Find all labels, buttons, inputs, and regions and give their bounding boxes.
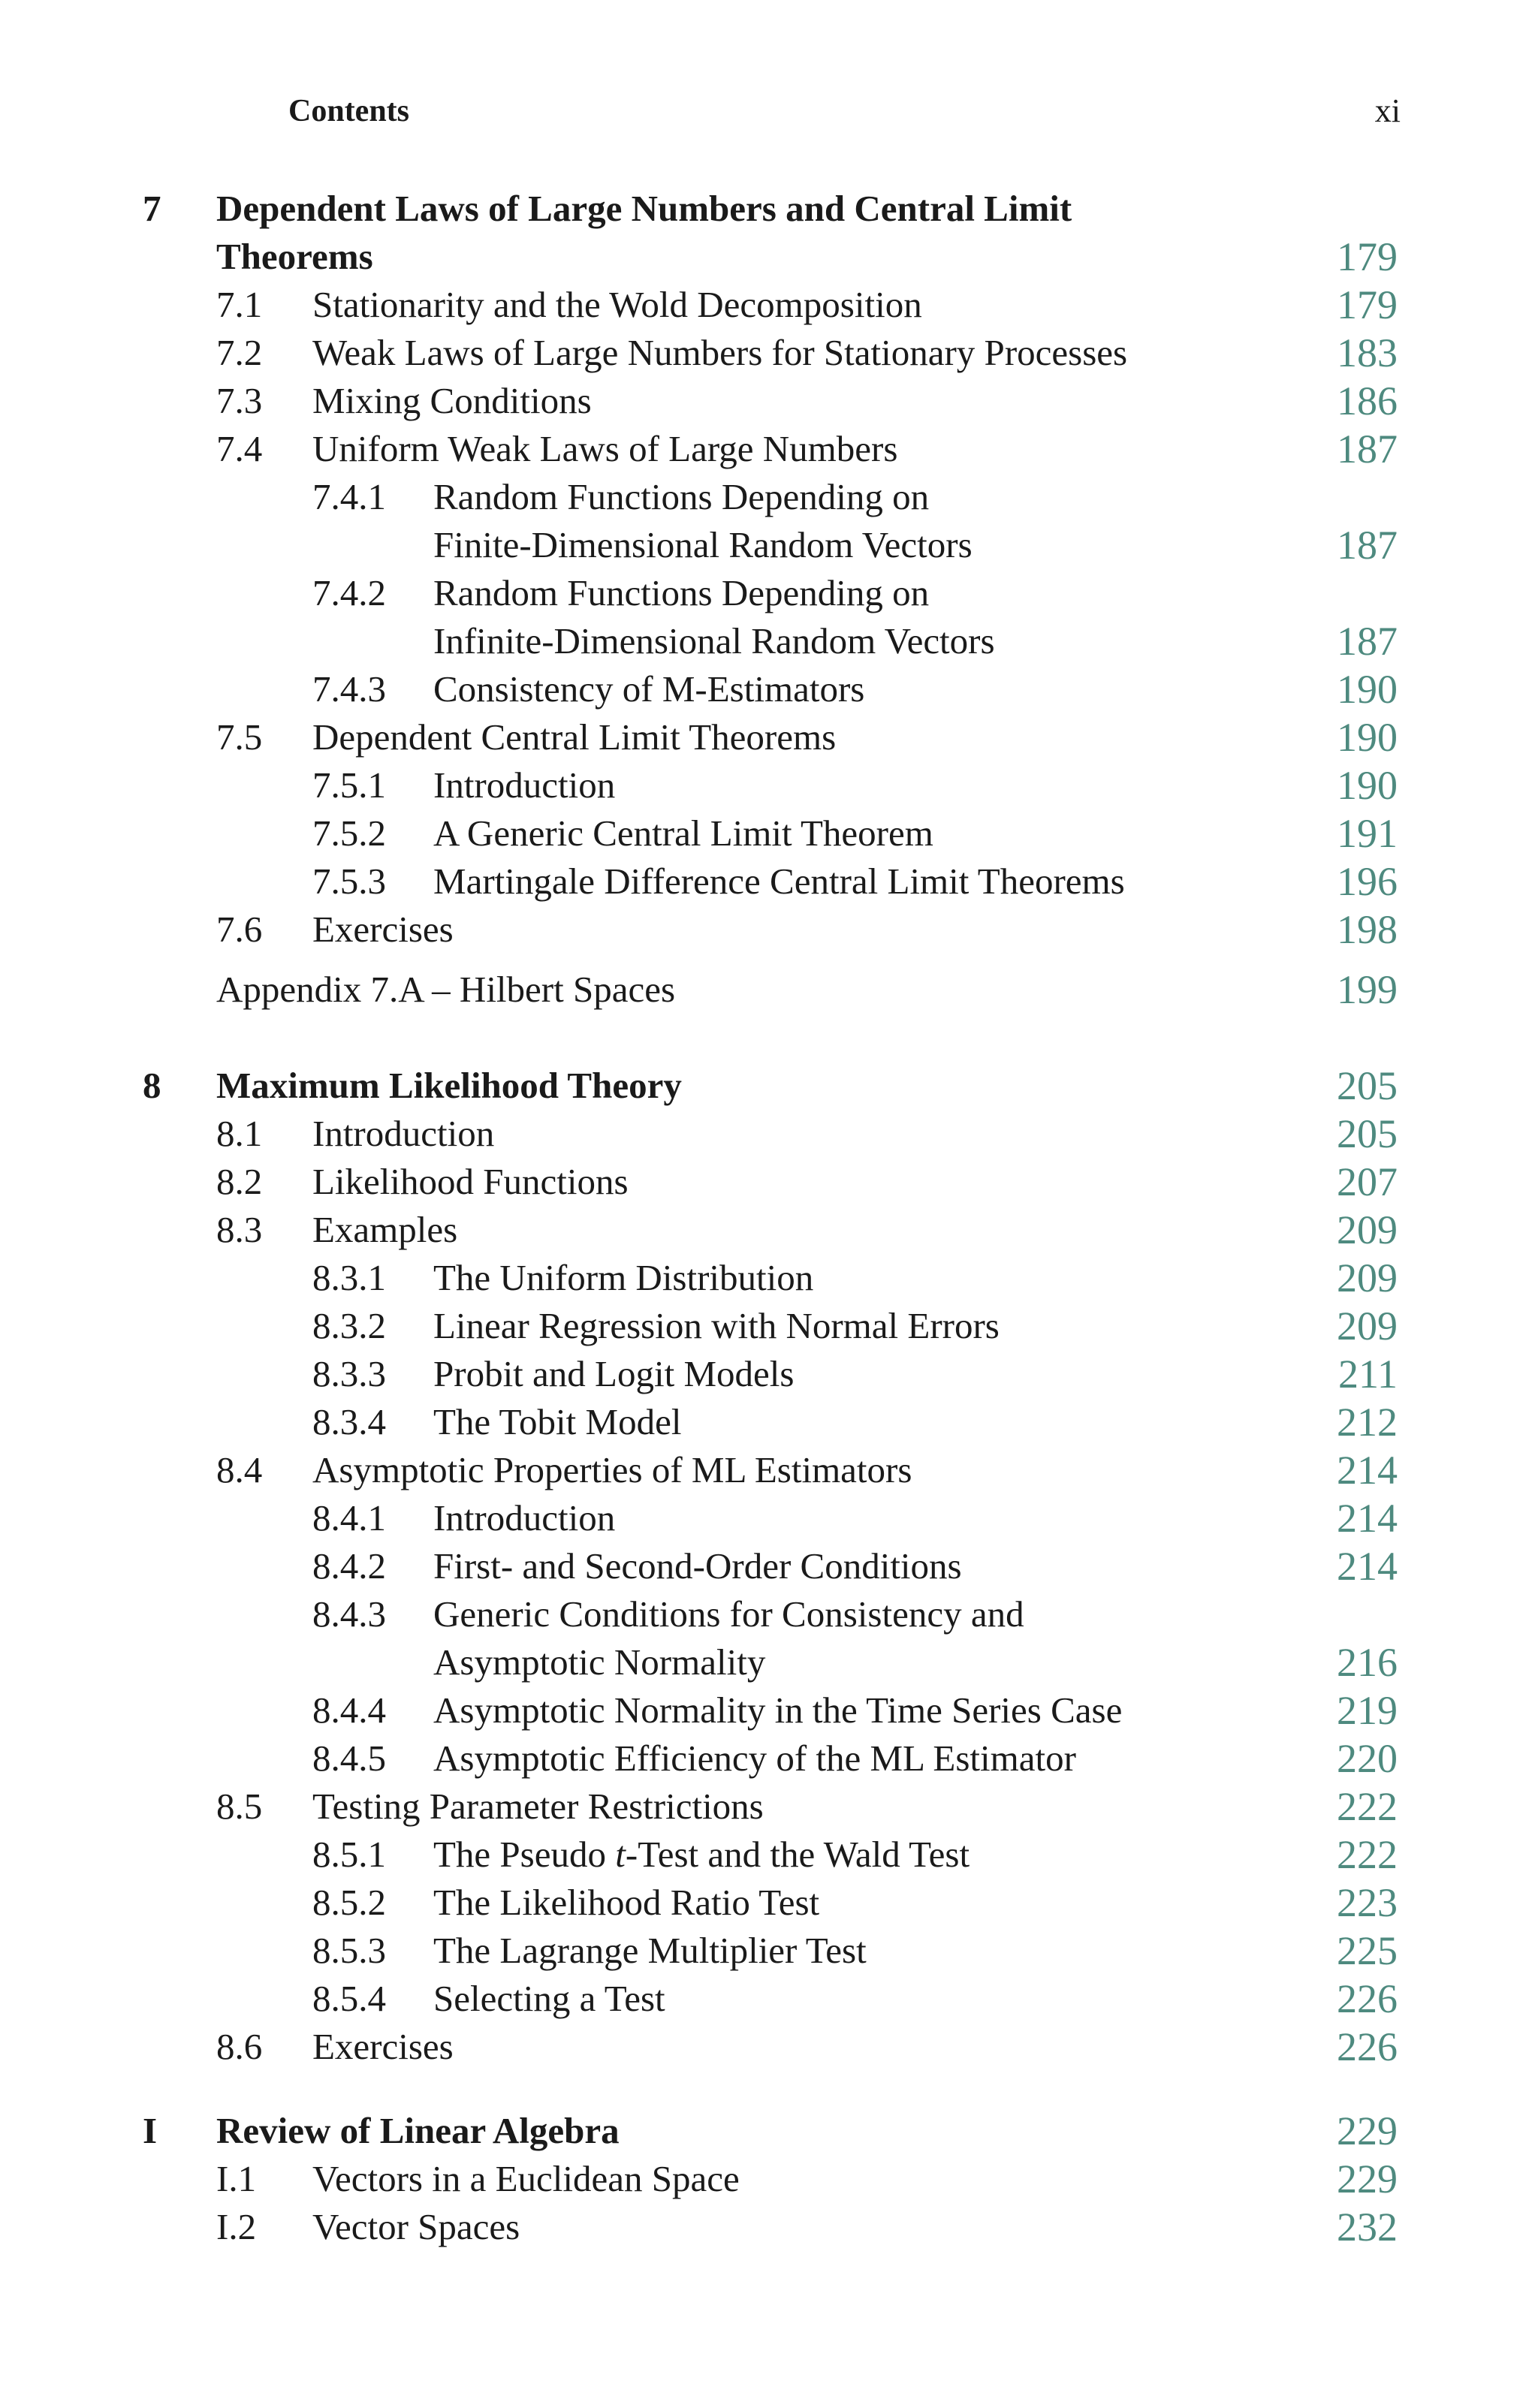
toc-subsection-8-4-3[interactable] [0,1590,1538,1638]
subsection-title: Selecting a Test [433,1978,665,2019]
subsection-number: 8.4.5 [312,1737,386,1779]
page-number: 225 [1337,1928,1398,1973]
subsection-title: Asymptotic Efficiency of the ML Estimator [433,1737,1076,1779]
toc-section-8-2[interactable] [0,1158,1538,1206]
page-number: 190 [1337,667,1398,712]
page-number: 205 [1337,1063,1398,1108]
page-number: 179 [1337,282,1398,327]
page-number: 226 [1337,2024,1398,2069]
chapter-number: 7 [143,188,161,229]
page-number: 229 [1337,2108,1398,2153]
page-number: 187 [1337,523,1398,568]
subsection-number: 7.4.1 [312,476,386,517]
toc-chapter-7-cont[interactable] [0,233,1538,281]
page-number: 207 [1337,1159,1398,1204]
subsection-title: Consistency of M-Estimators [433,668,865,710]
section-number: 8.1 [216,1113,263,1154]
appendix-title: Appendix 7.A – Hilbert Spaces [216,969,676,1010]
section-title: Introduction [312,1113,495,1154]
toc-subsection-8-5-3[interactable] [0,1927,1538,1975]
section-number: 8.5 [216,1786,263,1827]
subsection-number: 8.4.3 [312,1593,386,1635]
page-number: 190 [1337,715,1398,760]
page-number: 214 [1337,1448,1398,1493]
subsection-number: 7.5.2 [312,812,386,854]
section-title: Vector Spaces [312,2206,520,2247]
page-number: 232 [1337,2205,1398,2250]
subsection-number: 7.5.3 [312,860,386,902]
subsection-title: Generic Conditions for Consistency and [433,1593,1024,1635]
section-number: 7.1 [216,284,263,325]
page-number: 209 [1337,1255,1398,1300]
chapter-number: I [143,2110,158,2151]
subsection-number: 8.3.2 [312,1305,386,1346]
toc-section-8-1[interactable] [0,1110,1538,1158]
subsection-title: A Generic Central Limit Theorem [433,812,933,854]
toc-subsection-7-4-1-cont[interactable] [0,521,1538,569]
section-number: I.1 [216,2158,257,2199]
section-number: I.2 [216,2206,257,2247]
subsection-title: Linear Regression with Normal Errors [433,1305,1000,1346]
page-number: 205 [1337,1111,1398,1156]
section-number: 7.3 [216,380,263,421]
page-number: 220 [1337,1736,1398,1781]
toc-subsection-8-4-4[interactable] [0,1686,1538,1734]
toc-subsection-8-4-2[interactable] [0,1542,1538,1590]
toc-subsection-8-5-4[interactable] [0,1975,1538,2023]
subsection-title: Infinite-Dimensional Random Vectors [433,620,995,662]
chapter-title: Dependent Laws of Large Numbers and Central Limit [216,188,1072,229]
toc-chapter-8[interactable] [0,1062,1538,1110]
toc-appendix-7a[interactable] [0,966,1538,1014]
toc-subsection-7-5-3[interactable] [0,857,1538,906]
section-number: 8.4 [216,1449,263,1490]
page-number: 209 [1337,1207,1398,1252]
subsection-title: The Uniform Distribution [433,1257,814,1298]
subsection-title [433,1831,970,1879]
toc-subsection-8-4-3-cont[interactable] [0,1638,1538,1686]
subsection-number: 8.5.2 [312,1882,386,1923]
page-number: 187 [1337,426,1398,472]
subsection-title: Introduction [433,764,616,806]
section-title: Likelihood Functions [312,1161,629,1202]
page-number: 183 [1337,330,1398,375]
subsection-title: The Lagrange Multiplier Test [433,1930,867,1971]
toc-subsection-8-5-2[interactable] [0,1879,1538,1927]
subsection-number: 7.4.3 [312,668,386,710]
subsection-number: 7.4.2 [312,572,386,613]
toc-subsection-7-4-3[interactable] [0,665,1538,713]
section-title: Testing Parameter Restrictions [312,1786,764,1827]
subsection-title: Finite-Dimensional Random Vectors [433,524,973,565]
toc-section-7-3[interactable] [0,377,1538,425]
toc-subsection-7-4-2-cont[interactable] [0,617,1538,665]
toc-subsection-8-4-1[interactable] [0,1494,1538,1542]
subsection-title-italic: t [615,1834,626,1875]
toc-subsection-7-4-1[interactable] [0,473,1538,521]
subsection-title: First- and Second-Order Conditions [433,1545,962,1587]
page-number: 190 [1337,763,1398,808]
toc-section-8-6[interactable] [0,2023,1538,2071]
subsection-number: 8.3.3 [312,1353,386,1394]
page-number: 191 [1337,811,1398,856]
toc-section-i-1[interactable] [0,2155,1538,2203]
section-title: Uniform Weak Laws of Large Numbers [312,428,898,469]
chapter-number: 8 [143,1065,161,1106]
section-title: Exercises [312,2026,454,2067]
subsection-number: 8.3.4 [312,1401,386,1442]
toc-subsection-7-5-2[interactable] [0,809,1538,857]
subsection-number: 8.3.1 [312,1257,386,1298]
page-number: 216 [1337,1640,1398,1685]
toc-subsection-8-4-5[interactable] [0,1734,1538,1783]
subsection-title: The Tobit Model [433,1401,682,1442]
subsection-title: The Likelihood Ratio Test [433,1882,820,1923]
section-number: 8.3 [216,1209,263,1250]
page-number: 186 [1337,378,1398,423]
subsection-title: Random Functions Depending on [433,476,930,517]
subsection-title-post: -Test and the Wald Test [625,1834,970,1875]
section-number: 7.4 [216,428,263,469]
subsection-title: Probit and Logit Models [433,1353,795,1394]
section-title: Asymptotic Properties of ML Estimators [312,1449,912,1490]
chapter-title: Theorems [216,236,373,277]
section-title: Stationarity and the Wold Decomposition [312,284,922,325]
subsection-number: 8.5.3 [312,1930,386,1971]
subsection-title-pre: The Pseudo [433,1834,616,1875]
subsection-number: 8.5.1 [312,1834,386,1875]
section-title: Dependent Central Limit Theorems [312,716,837,758]
subsection-title: Introduction [433,1497,616,1539]
toc-section-8-5[interactable] [0,1783,1538,1831]
toc-subsection-8-3-3[interactable] [0,1350,1538,1398]
toc-subsection-7-4-2[interactable] [0,569,1538,617]
subsection-title: Random Functions Depending on [433,572,930,613]
toc-section-8-4[interactable] [0,1446,1538,1494]
page-number: 214 [1337,1544,1398,1589]
page-number: 229 [1337,2156,1398,2202]
toc-subsection-8-5-1[interactable] [0,1831,1538,1879]
toc-section-7-5[interactable] [0,713,1538,761]
page-number: 199 [1337,967,1398,1012]
chapter-title: Maximum Likelihood Theory [216,1065,682,1106]
toc-section-7-2[interactable] [0,329,1538,377]
page-number: 211 [1338,1352,1398,1397]
page-number: 226 [1337,1976,1398,2021]
toc-section-i-2[interactable] [0,2203,1538,2251]
page-number: 187 [1337,619,1398,664]
section-title: Exercises [312,909,454,950]
page-number: 198 [1337,907,1398,952]
toc-section-7-6[interactable] [0,906,1538,954]
toc-section-8-3[interactable] [0,1206,1538,1254]
page-number: 222 [1337,1832,1398,1877]
toc-section-7-1[interactable] [0,281,1538,329]
page-number: 222 [1337,1784,1398,1829]
section-title: Examples [312,1209,458,1250]
section-number: 7.2 [216,332,263,373]
section-title: Weak Laws of Large Numbers for Stationary Processes [312,332,1128,373]
toc-section-7-4[interactable] [0,425,1538,473]
page-folio: xi [1374,92,1401,129]
running-header-title: Contents [288,94,410,128]
page-number: 196 [1337,859,1398,904]
subsection-title: Martingale Difference Central Limit Theorems [433,860,1125,902]
toc-chapter-7[interactable] [0,185,1538,233]
section-number: 7.6 [216,909,263,950]
subsection-title: Asymptotic Normality in the Time Series Case [433,1689,1123,1731]
subsection-number: 8.4.2 [312,1545,386,1587]
page-number: 223 [1337,1880,1398,1925]
subsection-number: 8.4.4 [312,1689,386,1731]
page-number: 212 [1337,1400,1398,1445]
page-number: 209 [1337,1303,1398,1349]
subsection-title: Asymptotic Normality [433,1641,766,1683]
section-title: Vectors in a Euclidean Space [312,2158,740,2199]
toc-appendix-i[interactable] [0,2107,1538,2155]
page-number: 219 [1337,1688,1398,1733]
subsection-number: 8.4.1 [312,1497,386,1539]
subsection-number: 8.5.4 [312,1978,386,2019]
toc-subsection-8-3-2[interactable] [0,1302,1538,1350]
section-number: 7.5 [216,716,263,758]
section-title: Mixing Conditions [312,380,592,421]
section-number: 8.6 [216,2026,263,2067]
toc-subsection-7-5-1[interactable] [0,761,1538,809]
page-number: 179 [1337,234,1398,279]
chapter-title: Review of Linear Algebra [216,2110,620,2151]
subsection-number: 7.5.1 [312,764,386,806]
toc-subsection-8-3-4[interactable] [0,1398,1538,1446]
section-number: 8.2 [216,1161,263,1202]
toc-subsection-8-3-1[interactable] [0,1254,1538,1302]
page-number: 214 [1337,1496,1398,1541]
